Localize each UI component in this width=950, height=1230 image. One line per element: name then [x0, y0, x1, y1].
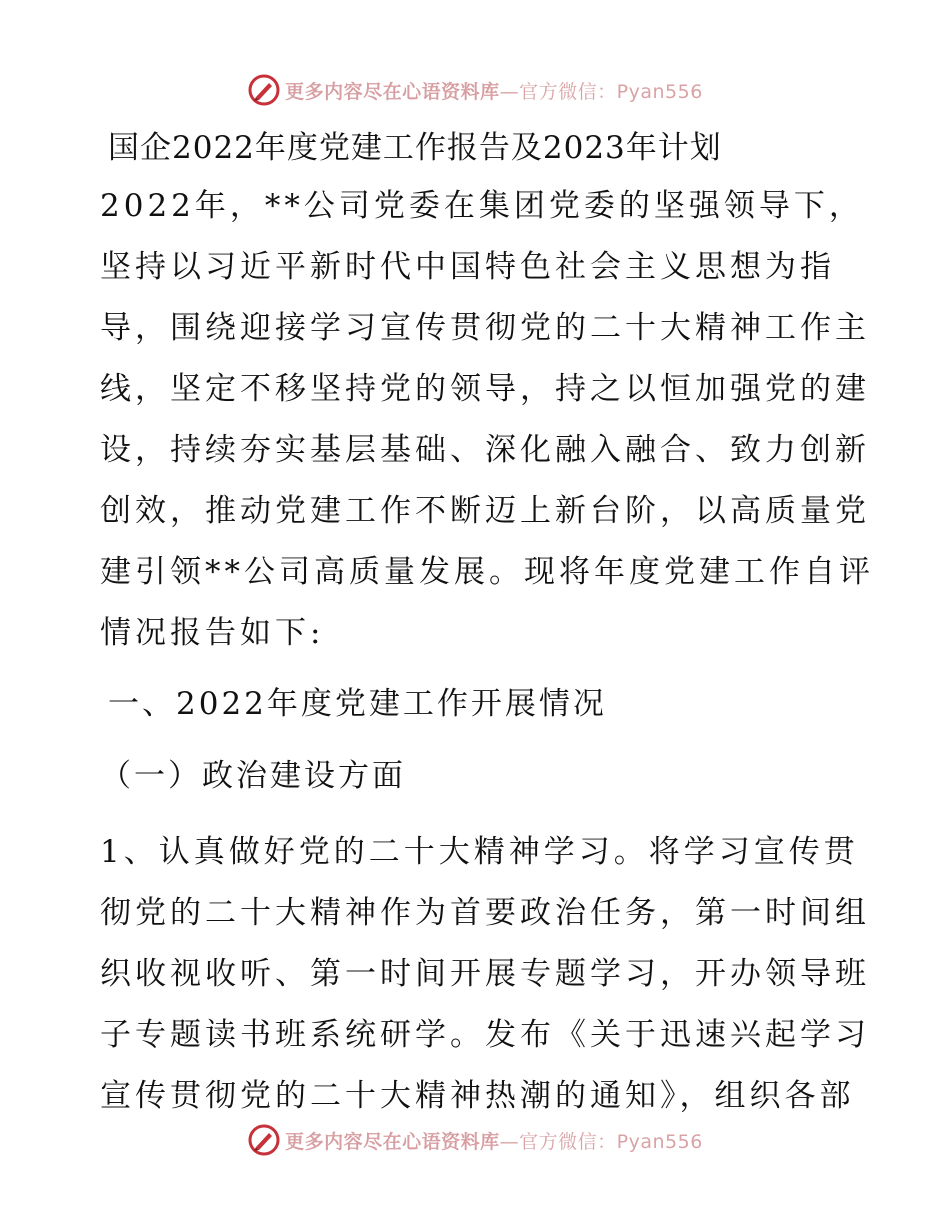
item1-paragraph [100, 822, 870, 1127]
watermark-text [285, 1127, 703, 1154]
intro-line: 2022年，**公司党委在集团党委的坚强领导下， [100, 188, 864, 224]
watermark-dash: — [499, 80, 520, 103]
watermark-header [0, 70, 950, 110]
item1-line: 子专题读书班系统研学。发布《关于迅速兴起学习 [100, 1017, 870, 1053]
intro-line: 创效，推动党建工作不断迈上新台阶，以高质量党 [100, 493, 870, 529]
watermark-footer [0, 1120, 950, 1160]
item1-line: 织收视收听、第一时间开展专题学习，开办领导班 [100, 956, 870, 992]
document-title: 国企2022年度党建工作报告及2023年计划 [108, 130, 722, 166]
item1-line: 彻党的二十大精神作为首要政治任务，第一时间组 [100, 895, 870, 931]
intro-line: 情况报告如下: [100, 615, 325, 651]
subsection-heading: （一）政治建设方面 [100, 758, 406, 794]
watermark-contact: 官方微信：Pyan556 [519, 1130, 703, 1153]
pen-logo-icon [247, 1123, 281, 1157]
intro-line: 建引领**公司高质量发展。现将年度党建工作自评 [100, 554, 874, 590]
intro-line: 设，持续夯实基层基础、深化融入融合、致力创新 [100, 432, 870, 468]
watermark-main-text: 更多内容尽在心语资料库 [285, 1130, 500, 1153]
watermark-contact: 官方微信：Pyan556 [519, 80, 703, 103]
intro-paragraph [100, 176, 874, 664]
pen-logo-icon [247, 73, 281, 107]
section-heading: 一、2022年度党建工作开展情况 [108, 686, 607, 722]
watermark-text [285, 77, 703, 104]
intro-line: 坚持以习近平新时代中国特色社会主义思想为指 [100, 249, 835, 285]
watermark-main-text: 更多内容尽在心语资料库 [285, 80, 500, 103]
item1-line: 宣传贯彻党的二十大精神热潮的通知》，组织各部 [100, 1078, 855, 1114]
intro-line: 线，坚定不移坚持党的领导，持之以恒加强党的建 [100, 371, 870, 407]
item1-line: 1、认真做好党的二十大精神学习。将学习宣传贯 [100, 834, 859, 870]
watermark-dash: — [499, 1130, 520, 1153]
intro-line: 导，围绕迎接学习宣传贯彻党的二十大精神工作主 [100, 310, 870, 346]
